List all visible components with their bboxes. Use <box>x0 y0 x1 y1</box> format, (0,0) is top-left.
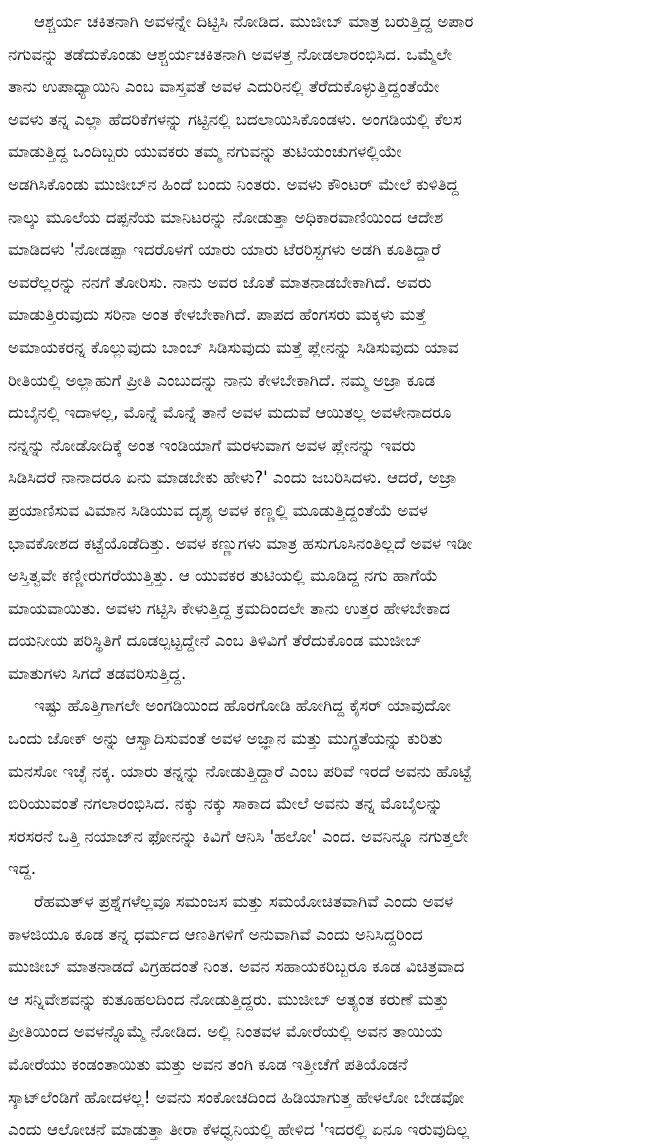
text-line: ಇದ್ದ. <box>8 859 37 879</box>
text-line: ನನ್ನನ್ನು ನೋಡೋದಿಕ್ಕೆ ಅಂತ ಇಂಡಿಯಾಗೆ ಮರಳುವಾಗ ಅವಳ ಪ್ಲೇನನ್ನು ಇವರು <box>8 435 416 455</box>
text-line: ಮಾಯವಾಯಿತು. ಅವಳು ಗಟ್ಟಿಸಿ ಕೇಳುತ್ತಿದ್ದ ಕ್ರಮದಿಂದಲೇ ತಾನು ಉತ್ತರ ಹೇಳಬೇಕಾದ <box>8 598 451 618</box>
paragraph <box>8 690 645 886</box>
text-line: ಪ್ರೀತಿಯಿಂದ ಅವಳನ್ನೊಮ್ಮೆ ನೋಡಿದ. ಅಲ್ಲಿ ನಿಂತವಳ ಮೋರೆಯಲ್ಲಿ ಅವನ ತಾಯಿಯ <box>8 1022 443 1042</box>
text-line: ಅವರೆಲ್ಲರನ್ನು ನನಗೆ ತೋರಿಸು. ನಾನು ಅವರ ಜೊತೆ ಮಾತನಾಡಬೇಕಾಗಿದೆ. ಅವರು <box>8 272 432 292</box>
text-line: ಆ ಸನ್ನಿವೇಶವನ್ನು ಕುತೂಹಲದಿಂದ ನೋಡುತ್ತಿದ್ದರು. ಮುಜೀಬ್ ಅತ್ಯಂತ ಕರುಣೆ ಮತ್ತು <box>8 989 449 1009</box>
paragraph <box>8 6 645 690</box>
text-line: ಅವಳು ತನ್ನ ಎಲ್ಲಾ ಹೆದರಿಕೆಗಳನ್ನು ಗಟ್ಟಿನಲ್ಲಿ ಬದಲಾಯಿಸಿಕೊಂಡಳು. ಅಂಗಡಿಯಲ್ಲಿ ಕೆಲಸ <box>8 109 462 129</box>
text-line: ಮಾಡುತ್ತಿದ್ದ ಒಂದಿಬ್ಬರು ಯುವಕರು ತಮ್ಮ ನಗುವನ್ನು ತುಟಿಯಂಚುಗಳಲ್ಲಿಯೇ <box>8 142 402 162</box>
text-line: ಕಾಳಜಿಯೂ ಕೂಡ ತನ್ನ ಧರ್ಮದ ಆಣತಿಗಳಿಗೆ ಅನುವಾಗಿವೆ ಎಂದು ಅನಿಸಿದ್ದರಿಂದ <box>8 924 423 944</box>
text-line: ಆಶ್ಚರ್ಯ ಚಕಿತನಾಗಿ ಅವಳನ್ನೇ ದಿಟ್ಟಿಸಿ ನೋಡಿದ. ಮುಜೀಬ್ ಮಾತ್ರ ಬರುತ್ತಿದ್ದ ಅಪಾರ <box>34 12 474 31</box>
text-line: ದುಬೈನಲ್ಲಿ ಇದಾಳಲ್ಲ, ಮೊನ್ನೆ ಮೊನ್ನೆ ತಾನೆ ಅವಳ ಮದುವೆ ಆಯಿತಲ್ಲ ಅವಳೇನಾದರೂ <box>8 403 452 423</box>
text-line: ಮಾತುಗಳು ಸಿಗದೆ ತಡವರಿಸುತ್ತಿದ್ದ. <box>8 663 187 683</box>
text-line: ನಗುವನ್ನು ತಡೆದುಕೊಂಡು ಆಶ್ಚರ್ಯಚಕಿತನಾಗಿ ಅವಳತ್ತ ನೋಡಲಾರಂಭಿಸಿದ. ಒಮ್ಮೆಲೇ <box>8 44 453 64</box>
text-line: ಮನಸೋ ಇಚ್ಛೆ ನಕ್ಕ. ಯಾರು ತನ್ನನ್ನು ನೋಡುತ್ತಿದ್ದಾರೆ ಎಂಬ ಪರಿವೆ ಇರದೆ ಅವನು ಹೊಟ್ಟೆ <box>8 761 472 781</box>
document-body <box>8 6 645 1147</box>
text-line: ಮಾಡಿದಳು 'ನೋಡಪ್ಪಾ ಇದರೊಳಗೆ ಯಾರು ಯಾರು ಟೆರರಿಸ್ಟಗಳು ಅಡಗಿ ಕೂತಿದ್ದಾರೆ <box>8 240 441 260</box>
text-line: ಎಂದು ಆಲೋಚನೆ ಮಾಡುತ್ತಾ ತೀರಾ ಕೆಳಧ್ವನಿಯಲ್ಲಿ ಹೇಳಿದ 'ಇದರಲ್ಲಿ ಏನೂ ಇರುವುದಿಲ್ಲ <box>8 1120 470 1140</box>
text-line: ಬಿರಿಯುವಂತೆ ನಗಲಾರಂಭಿಸಿದ. ನಕ್ಕು ನಕ್ಕು ಸಾಕಾದ ಮೇಲೆ ಅವನು ತನ್ನ ಮೊಬೈಲನ್ನು <box>8 794 443 814</box>
text-line: ಒಂದು ಜೋಕ್ ಅನ್ನು ಆಸ್ವಾದಿಸುವಂತೆ ಅವಳ ಅಜ್ಞಾನ ಮತ್ತು ಮುಗ್ಧತೆಯನ್ನು ಕುರಿತು <box>8 729 443 749</box>
text-line: ಮೋರೆಯು ಕಂಡಂತಾಯಿತು ಮತ್ತು ಅವನ ತಂಗಿ ಕೂಡ ಇತ್ತೀಚೆಗೆ ಪತಿಯೊಡನೆ <box>8 1055 408 1074</box>
text-line: ಸರಸರನೆ ಒತ್ತಿ ನಯಾಜ್‌ನ ಫೋನನ್ನು ಕಿವಿಗೆ ಆನಿಸಿ 'ಹಲೋ' ಎಂದ. ಅವನಿನ್ನೂ ನಗುತ್ತಲೇ <box>8 826 469 846</box>
text-line: ಸಿಡಿಸಿದರೆ ನಾನಾದರೂ ಏನು ಮಾಡಬೇಕು ಹೇಳು?' ಎಂದು ಜಬರಿಸಿದಳು. ಆದರೆ, ಅಜ್ರಾ <box>8 468 457 488</box>
text-line: ಅಮಾಯಕರನ್ನ ಕೊಲ್ಲುವುದು ಬಾಂಬ್ ಸಿಡಿಸುವುದು ಮತ್ತೆ ಪ್ಲೇನನ್ನು ಸಿಡಿಸುವುದು ಯಾವ <box>8 337 459 357</box>
text-line: ಇಷ್ಟು ಹೊತ್ತಿಗಾಗಲೇ ಅಂಗಡಿಯಿಂದ ಹೊರಗೋಡಿ ಹೋಗಿದ್ದ ಕೈಸರ್ ಯಾವುದೋ <box>34 696 451 716</box>
text-line: ಭಾವಕೋಶದ ಕಟ್ಟೆಯೊಡೆದಿತ್ತು. ಅವಳ ಕಣ್ಣುಗಳು ಮಾತ್ರ ಹಸುಗೂಸಿನಂತಿಲ್ಲದೆ ಅವಳ ಇಡೀ <box>8 533 473 553</box>
text-line: ತಾನು ಉಪಾಧ್ಯಾಯಿನಿ ಎಂಬ ವಾಸ್ತವತೆ ಅವಳ ಎದುರಿನಲ್ಲಿ ತೆರೆದುಕೊಳ್ಳುತ್ತಿದ್ದಂತೆಯೇ <box>8 77 440 97</box>
text-line: ದಯನೀಯ ಪರಿಸ್ಥಿತಿಗೆ ದೂಡಲ್ಪಟ್ಟದ್ದೇನೆ ಎಂಬ ತಿಳಿವಿಗೆ ತೆರೆದುಕೊಂಡ ಮುಜೀಬ್ <box>8 631 423 651</box>
text-line: ಸ್ಕಾಟ್‌ಲೆಂಡಿಗೆ ಹೋದಳಲ್ಲ! ಅವನು ಸಂಕೋಚದಿಂದ ಹಿಡಿಯಾಗುತ್ತ ಹೇಳಲೋ ಬೇಡವೋ <box>8 1087 465 1107</box>
text-line: ರೆಹಮತ್‌ಳ ಪ್ರಶ್ನೆಗಳೆಲ್ಲವೂ ಸಮಂಜಸ ಮತ್ತು ಸಮಯೋಚಿತವಾಗಿವೆ ಎಂದು ಅವಳ <box>34 892 454 912</box>
text-line: ರೀತಿಯಲ್ಲಿ ಅಲ್ಲಾಹುಗೆ ಪ್ರೀತಿ ಎಂಬುದನ್ನು ನಾನು ಕೇಳಬೇಕಾಗಿದೆ. ನಮ್ಮ ಅಜ್ರಾ ಕೂಡ <box>8 370 436 390</box>
text-line: ಪ್ರಯಾಣಿಸುವ ವಿಮಾನ ಸಿಡಿಯುವ ದೃಶ್ಯ ಅವಳ ಕಣ್ಣಲ್ಲಿ ಮೂಡುತ್ತಿದ್ದಂತೆಯೆ ಅವಳ <box>8 500 428 520</box>
text-line: ಮುಜೀಬ್ ಮಾತನಾಡದೆ ವಿಗ್ರಹದಂತೆ ನಿಂತ. ಅವನ ಸಹಾಯಕರಿಬ್ಬರೂ ಕೂಡ ವಿಚಿತ್ರವಾದ <box>8 957 465 977</box>
paragraph <box>8 886 645 1147</box>
text-line: ಅಡಗಿಸಿಕೊಂಡು ಮುಜೀಬ್‌ನ ಹಿಂದೆ ಬಂದು ನಿಂತರು. ಅವಳು ಕೌಂಟರ್ ಮೇಲೆ ಕುಳಿತಿದ್ದ <box>8 174 459 194</box>
text-line: ಮಾಡುತ್ತಿರುವುದು ಸರಿನಾ ಅಂತ ಕೇಳಬೇಕಾಗಿದೆ. ಪಾಪದ ಹೆಂಗಸರು ಮಕ್ಕಳು ಮತ್ತೆ <box>8 305 427 325</box>
text-line: ನಾಲ್ಕು ಮೂಲೆಯ ದಪ್ಪನೆಯ ಮಾನಿಟರನ್ನು ನೋಡುತ್ತಾ ಅಧಿಕಾರವಾಣಿಯಿಂದ ಆದೇಶ <box>8 207 444 227</box>
text-line: ಅಸ್ತಿತ್ವವೇ ಕಣ್ಣೀರುಗರೆಯುತ್ತಿತ್ತು. ಆ ಯುವಕರ ತುಟಿಯಲ್ಲಿ ಮೂಡಿದ್ದ ನಗು ಹಾಗೆಯೆ <box>8 566 438 586</box>
